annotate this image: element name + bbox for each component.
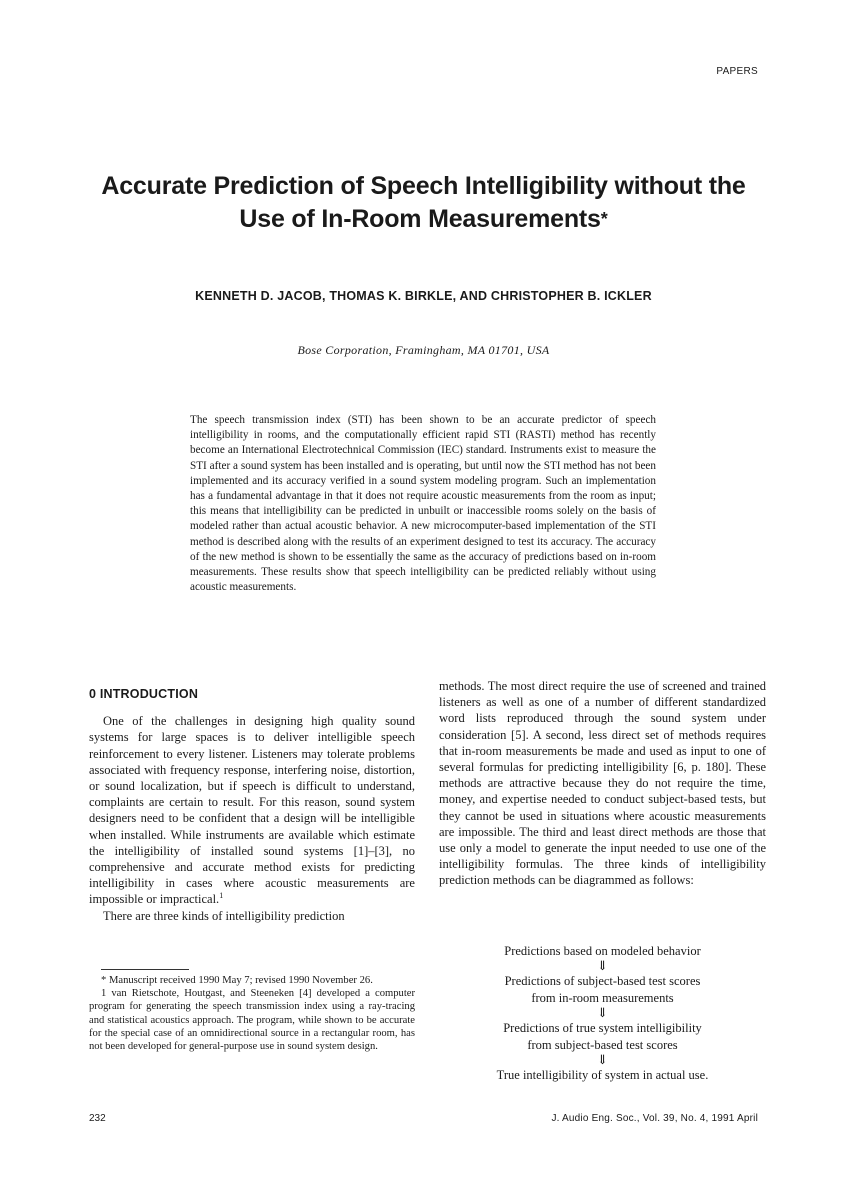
diagram-step-3-line-1: Predictions of true system intelligibility [503,1021,702,1036]
diagram-step-3 [439,1020,766,1053]
intro-paragraph-2-continued: methods. The most direct require the use of screened and trained listeners as well as one of a number of different standardized word lists reproduced through the sound system under consideration [5]. A second, less direct set of methods requires that in-room measurements be made and used as input to one of several formulas for predicting intelligibility [6, p. 180]. These methods are attractive because they do not require the time, money, and expertise needed to conduct subject-based tests, but they cannot be used in situations where acoustic measurements are impossible. The third and least direct methods are those that use only a model to generate the input needed to use one of the intelligibility formulas. The three kinds of intelligibility prediction methods can be diagrammed as follows: [439,679,766,888]
diagram-step-2 [439,973,766,1006]
footnote-divider [101,969,189,970]
right-column [439,678,766,889]
affiliation: Bose Corporation, Framingham, MA 01701, USA [297,343,550,357]
paper-title [60,170,787,236]
down-arrow-icon: ⇓ [597,1052,608,1068]
footnotes [89,974,415,1053]
diagram-step-2-line-1: Predictions of subject-based test scores [504,974,701,989]
page-number: 232 [89,1113,106,1124]
title-line-2: Use of In-Room Measurements [239,205,601,233]
intro-paragraph-1 [89,713,415,907]
journal-citation: J. Audio Eng. Soc., Vol. 39, No. 4, 1991 April [551,1113,758,1124]
intro-paragraph-2-start: There are three kinds of intelligibility prediction [103,908,345,923]
footnote-ref: 1 [219,891,224,901]
footnote-1: 1 van Rietschote, Houtgast, and Steeneken [4] developed a computer program for generating the speech transmission index using a ray-tracing and statistical acoustics approach. The program, while shown to be accurate for the special case of an omnidirectional source in a rectangular room, has not been developed for general-purpose use in sound system design. [89,988,415,1053]
abstract: The speech transmission index (STI) has been shown to be an accurate predictor of speech intelligibility in rooms, and the computationally efficient rapid STI (RASTI) method has recently become an International Electrotechnical Commission (IEC) standard. Instruments exist to measure the STI after a sound system has been installed and is operating, but until now the STI method has not been implemented and its accuracy verified in a sound system modeling program. Such an implementation has a fundamental advantage in that it does not require acoustic measurements from the room as input; this means that intelligibility can be predicted in unbuilt or inaccessible rooms solely on the basis of modeled rather than actual acoustic behavior. A new microcomputer-based implementation of the STI method is described along with the results of an experiment designed to test its accuracy. The accuracy of the new method is shown to be essentially the same as the accuracy of predictions based on in-room measurements. These results show that speech intelligibility can be predicted reliably without using acoustic measurements. [190,414,656,594]
left-column [89,686,415,924]
section-heading: 0 INTRODUCTION [89,687,199,701]
author-list: KENNETH D. JACOB, THOMAS K. BIRKLE, AND CHRISTOPHER B. ICKLER [195,289,652,303]
diagram-step-3-line-2: from subject-based test scores [527,1037,678,1052]
footnote-manuscript: * Manuscript received 1990 May 7; revised 1990 November 26. [101,975,373,986]
diagram-step-4: True intelligibility of system in actual use. [496,1068,709,1083]
diagram-step-2-line-2: from in-room measurements [531,990,674,1005]
down-arrow-icon: ⇓ [597,958,608,974]
section-label: PAPERS [716,66,758,77]
title-line-1: Accurate Prediction of Speech Intelligibility without the [101,172,746,200]
diagram-step-1: Predictions based on modeled behavior [504,944,701,958]
title-footnote-mark: * [600,209,608,229]
method-diagram [439,943,766,1083]
intro-paragraph-1-text: One of the challenges in designing high quality sound systems for large spaces is to deliver intelligible speech reinforcement to every listener. Listeners may tolerate problems associated with frequency response, interfering noise, distortion, or sound localization, but if speech is difficult to understand, complaints are certain to result. For this reason, sound system designers need to be confident that a design will be intelligible when installed. While instruments are available which estimate the intelligibility of installed sound systems [1]–[3], no comprehensive and accurate method exists for predicting intelligibility in cases where acoustic measurements are impossible or impractical. [89,714,415,907]
down-arrow-icon: ⇓ [597,1005,608,1021]
